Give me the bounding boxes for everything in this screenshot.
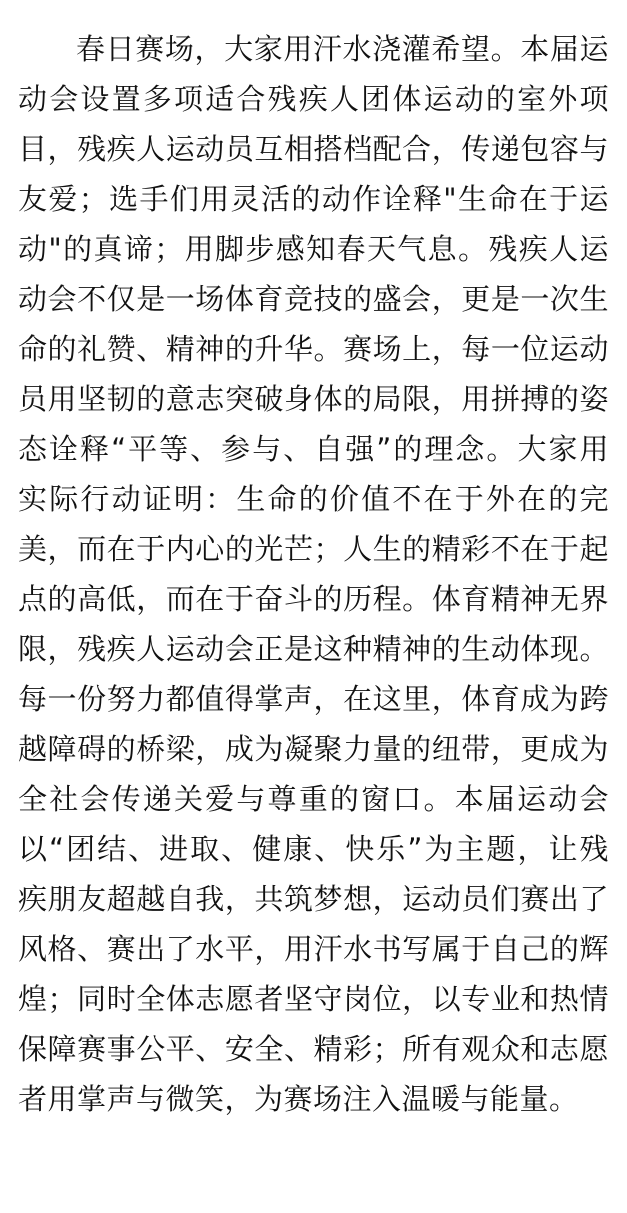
article-paragraph: 春日赛场，大家用汗水浇灌希望。本届运动会设置多项适合残疾人团体运动的室外项目，残疾人运动员互相搭档配合，传递包容与友爱；选手们用灵活的动作诠释"生命在于运动"的真谛；用脚步感知春天气息。残疾人运动会不仅是一场体育竞技的盛会，更是一次生命的礼赞、精神的升华。赛场上，每一位运动员用坚韧的意志突破身体的局限，用拼搏的姿态诠释“平等、参与、自强”的理念。大家用实际行动证明：生命的价值不在于外在的完美，而在于内心的光芒；人生的精彩不在于起点的高低，而在于奋斗的历程。体育精神无界限，残疾人运动会正是这种精神的生动体现。每一份努力都值得掌声，在这里，体育成为跨越障碍的桥梁，成为凝聚力量的纽带，更成为全社会传递关爱与尊重的窗口。本届运动会以“团结、进取、健康、快乐”为主题，让残疾朋友超越自我，共筑梦想，运动员们赛出了风格、赛出了水平，用汗水书写属于自己的辉煌；同时全体志愿者坚守岗位，以专业和热情保障赛事公平、安全、精彩；所有观众和志愿者用掌声与微笑，为赛场注入温暖与能量。 <box>18 32 609 1116</box>
